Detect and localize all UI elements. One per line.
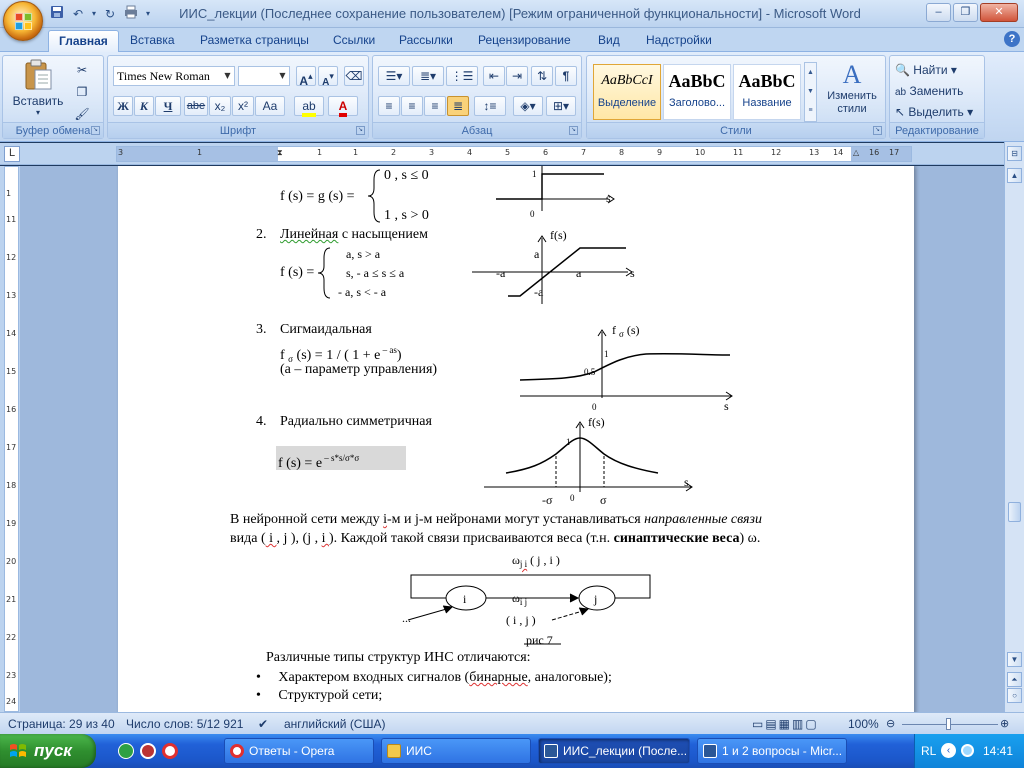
- step-brace: [368, 170, 380, 222]
- g3-s-label: s: [724, 399, 729, 413]
- ruler-tick: 7: [581, 148, 587, 157]
- para1-i: i: [383, 512, 387, 527]
- binoculars-icon: 🔍: [895, 63, 910, 77]
- item-3-number: 3.: [256, 322, 267, 337]
- ruler-tick: 15: [6, 367, 17, 376]
- taskbar-word-active-label: ИИС_лекции (После...: [563, 744, 688, 758]
- bold-button[interactable]: Ж: [113, 96, 133, 116]
- ribbon: [0, 52, 1024, 142]
- ruler-tick: 14: [833, 148, 844, 157]
- tab-addins[interactable]: Надстройки: [646, 33, 712, 47]
- g3-title: [612, 322, 640, 342]
- clear-format-icon[interactable]: ⌫: [344, 66, 364, 86]
- tray-chevron-icon[interactable]: ‹: [941, 743, 956, 758]
- ruler-bar: [0, 143, 1024, 165]
- style-emphasis[interactable]: [593, 64, 661, 120]
- folder-icon: [387, 744, 401, 758]
- ruler-tick: 17: [889, 148, 900, 157]
- ruler-tick: 11: [6, 215, 17, 224]
- para2-c: ). Каждой такой связи присваиваются веса (т.н.: [329, 531, 614, 546]
- align-left-icon[interactable]: ≡: [378, 96, 400, 116]
- ruler-tick: 9: [657, 148, 663, 157]
- ruler-tick: 1: [6, 189, 12, 198]
- quicklaunch-opera-icon[interactable]: [162, 743, 178, 759]
- chevron-down-icon: ▼: [279, 71, 286, 80]
- para2-a: вида (: [230, 531, 266, 546]
- save-icon[interactable]: [48, 5, 66, 23]
- start-button[interactable]: [0, 734, 96, 768]
- ruler-indent-marker-icon[interactable]: ⧗: [277, 148, 283, 157]
- ruler-tick: 1: [353, 148, 359, 157]
- g4-fs-label: f(s): [588, 415, 605, 429]
- font-group-label: Шрифт: [108, 122, 368, 138]
- style-preview: AaBbCcI: [601, 73, 653, 88]
- net-top-weight: [512, 552, 560, 572]
- ruler-tick: 1: [317, 148, 323, 157]
- editing-group: [889, 55, 985, 139]
- ruler-tick: 21: [6, 595, 17, 604]
- style-name: Название: [742, 97, 792, 109]
- document-workspace[interactable]: [20, 166, 1004, 712]
- style-preview: AaBbC: [738, 71, 796, 91]
- item-4-title: Радиально симметричная: [280, 414, 432, 429]
- g3-zero-label: 0: [592, 402, 597, 412]
- window-title: ИИС_лекции (Последнее сохранение пользователем) [Режим ограниченной функциональности] - Microsoft Word: [179, 6, 861, 21]
- g3-title-a: f: [612, 323, 619, 337]
- ruler-tick: 13: [6, 291, 17, 300]
- para2-i1: i: [265, 531, 277, 546]
- grow-font-button[interactable]: A▴: [296, 66, 316, 86]
- ruler-tick: 5: [505, 148, 511, 157]
- previous-page-button[interactable]: ⏶: [1007, 672, 1022, 687]
- item-4-number: 4.: [256, 414, 267, 429]
- g4-one-label: 1: [566, 437, 571, 447]
- font-size-select[interactable]: [238, 66, 290, 86]
- chevron-down-icon: ▼: [224, 71, 231, 80]
- sigmoid-formula-c: ): [396, 348, 402, 363]
- tab-selector-button[interactable]: L: [4, 146, 20, 162]
- word-count[interactable]: Число слов: 5/12 921: [126, 717, 244, 731]
- net-input-i: [408, 608, 450, 620]
- radial-sup: – s*s/σ*σ: [322, 453, 360, 463]
- net-mid-weight: [512, 590, 527, 610]
- windows-flag-icon: [9, 742, 27, 760]
- item-2-title-rest: с насыщением: [338, 227, 428, 242]
- g3-one-label: 1: [604, 349, 609, 359]
- ruler-tick: 14: [6, 329, 17, 338]
- subscript-button[interactable]: x₂: [209, 96, 231, 116]
- item-3-title: Сигмаидальная: [280, 322, 372, 337]
- ruler-tick: 17: [6, 443, 17, 452]
- ruler-tick: 11: [733, 148, 744, 157]
- document-graphics: [118, 166, 914, 712]
- replace-label: Заменить: [909, 84, 964, 98]
- underline-button[interactable]: Ч: [155, 96, 181, 116]
- sigmoid-sup: – as: [380, 345, 397, 355]
- format-painter-icon[interactable]: 🖌: [74, 107, 90, 121]
- change-styles-icon: A: [842, 60, 862, 89]
- bullet-2: • Структурой сети;: [256, 688, 383, 703]
- styles-group-label: Стили: [587, 122, 885, 138]
- font-launcher-icon[interactable]: ↘: [357, 127, 364, 133]
- g1-zero-label: 0: [530, 209, 535, 219]
- customize-qat-icon[interactable]: ▾: [145, 9, 150, 18]
- editing-group-label: Редактирование: [890, 122, 984, 138]
- taskbar-word-2-label: 1 и 2 вопросы - Micr...: [722, 744, 843, 758]
- close-button[interactable]: ✕: [980, 3, 1018, 22]
- office-button[interactable]: [3, 1, 43, 41]
- strikethrough-button[interactable]: abe: [184, 96, 208, 116]
- paragraph-3: Различные типы структур ИНС отличаются:: [266, 650, 531, 665]
- g4-gauss-curve: [506, 438, 658, 473]
- para1-b: -м и j-м нейронами могут устанавливаться: [386, 512, 645, 527]
- zoom-in-icon[interactable]: ⊕: [1000, 718, 1010, 730]
- superscript-button[interactable]: x²: [232, 96, 254, 116]
- change-styles-label: Изменить стили: [827, 90, 877, 115]
- styles-gallery-scroll[interactable]: ▲ ▼ ≡: [804, 62, 817, 122]
- numbering-icon[interactable]: ≣▾: [412, 66, 444, 86]
- para2-d: ) ω.: [739, 531, 761, 546]
- ruler-tick: 16: [869, 148, 880, 157]
- shading-icon[interactable]: ◈▾: [513, 96, 543, 116]
- item-2-title-word: Линейная: [280, 227, 339, 242]
- ruler-tick: 22: [6, 633, 17, 642]
- clipboard-group: [2, 55, 104, 139]
- multilevel-list-icon[interactable]: ⋮☰: [446, 66, 478, 86]
- paragraph-group: [372, 55, 582, 139]
- clipboard-group-label: Буфер обмена: [3, 122, 103, 138]
- select-label: Выделить: [908, 105, 964, 119]
- taskbar-word-2[interactable]: [697, 738, 847, 764]
- step-case-1: 0 , s ≤ 0: [384, 168, 429, 183]
- g4-s-label: s: [684, 475, 689, 489]
- tab-mailings[interactable]: Рассылки: [399, 33, 453, 47]
- linear-brace: [318, 248, 330, 298]
- change-case-button[interactable]: Aa: [255, 96, 285, 116]
- g3-title-b: (s): [623, 323, 640, 337]
- step-formula: f (s) = g (s) =: [280, 189, 355, 204]
- scroll-down-button[interactable]: ▼: [1007, 652, 1022, 667]
- para1-a: В нейронной сети между: [230, 512, 384, 527]
- horizontal-ruler[interactable]: [116, 146, 912, 162]
- quick-access-toolbar: [48, 4, 153, 24]
- font-family-value: Times New Roman: [117, 69, 210, 83]
- tab-home[interactable]: Главная: [48, 30, 119, 52]
- paste-label: Вставить: [12, 94, 64, 108]
- g2-fs-label: f(s): [550, 228, 567, 242]
- replace-icon: ab: [895, 87, 907, 98]
- tab-review[interactable]: Рецензирование: [478, 33, 571, 47]
- item-2-title: [280, 227, 428, 243]
- grow-font-label: A: [299, 74, 309, 88]
- undo-dropdown-icon[interactable]: ▾: [91, 9, 96, 18]
- para2-b: , j ), (j ,: [276, 531, 322, 546]
- taskbar: [0, 734, 1024, 768]
- net-top-pair: ( j , i ): [527, 553, 560, 567]
- align-right-icon[interactable]: ≡: [424, 96, 446, 116]
- styles-group: [586, 55, 886, 139]
- g4-zero-label: 0: [570, 493, 575, 503]
- paragraph-2: [230, 531, 760, 547]
- ribbon-tabs: [0, 28, 1024, 52]
- scroll-up-button[interactable]: ▲: [1007, 168, 1022, 183]
- net-mid-w: ω: [512, 591, 520, 605]
- net-input-j-arrow: [579, 608, 588, 615]
- taskbar-opera-label: Ответы - Opera: [249, 744, 335, 758]
- quicklaunch-media-icon[interactable]: [140, 743, 156, 759]
- taskbar-folder[interactable]: [381, 738, 531, 764]
- system-tray: [914, 734, 1024, 768]
- font-color-button[interactable]: [328, 96, 358, 116]
- g3-half-label: 0.5: [584, 367, 596, 377]
- sigmoid-formula-b: (s) = 1 / ( 1 + e: [293, 348, 381, 363]
- taskbar-word-active[interactable]: [538, 738, 690, 764]
- view-buttons[interactable]: ▭▤▦▥▢: [752, 717, 819, 731]
- page-counter[interactable]: Страница: 29 из 40: [8, 717, 115, 731]
- ruler-tick: 8: [619, 148, 625, 157]
- tab-references[interactable]: Ссылки: [333, 33, 376, 47]
- shrink-font-button[interactable]: A▾: [318, 66, 338, 86]
- net-link-arrow: [570, 594, 578, 602]
- find-label: Найти: [913, 63, 948, 77]
- font-color-icon: A: [339, 99, 348, 117]
- ruler-tick: 10: [695, 148, 706, 157]
- ruler-tick: 13: [809, 148, 820, 157]
- word-icon: [703, 744, 717, 758]
- sigmoid-sub: σ: [288, 354, 294, 364]
- quicklaunch-utorrent-icon[interactable]: [118, 743, 134, 759]
- ruler-tick: 24: [6, 697, 17, 706]
- clipboard-icon: [23, 59, 53, 91]
- zoom-out-icon[interactable]: ⊖: [886, 718, 896, 730]
- net-node-j: j: [594, 592, 598, 606]
- ruler-margin-right: [851, 147, 911, 161]
- style-name: Заголово...: [668, 97, 726, 109]
- bullet-1: • Характером входных сигналов (бинарные, аналоговые);: [256, 670, 612, 685]
- bullet1-a: Характером входных сигналов (: [278, 670, 470, 685]
- change-styles-button[interactable]: [821, 60, 883, 122]
- sigmoid-formula-a: f: [280, 348, 289, 363]
- font-family-select[interactable]: [113, 66, 235, 86]
- justify-icon[interactable]: ≣: [447, 96, 469, 116]
- tray-network-icon[interactable]: [961, 744, 974, 757]
- g2-neg-a-bottom-label: -a: [534, 285, 544, 299]
- italic-button[interactable]: К: [134, 96, 154, 116]
- vertical-ruler[interactable]: [4, 166, 19, 712]
- radial-formula-a: f (s) = e: [278, 456, 323, 471]
- start-label: пуск: [34, 741, 72, 760]
- ruler-toggle-icon[interactable]: ⊟: [1007, 146, 1022, 161]
- net-pair-label: ( i , j ): [506, 613, 536, 627]
- g1-s-label: s: [606, 191, 611, 205]
- paste-button[interactable]: [11, 59, 65, 117]
- ruler-tick: 6: [543, 148, 549, 157]
- ruler-tick: 23: [6, 671, 17, 680]
- style-preview: AaBbC: [668, 71, 726, 91]
- bullet1-c: , аналоговые);: [527, 670, 612, 685]
- show-marks-button[interactable]: ¶: [555, 66, 577, 86]
- sigmoid-note: (а – параметр управления): [280, 362, 438, 377]
- net-dots: ...: [402, 611, 411, 625]
- language-indicator[interactable]: английский (США): [284, 717, 386, 731]
- cursor-icon: ↖: [895, 105, 906, 119]
- para2-strong: синаптические веса: [613, 531, 740, 546]
- item-2-number: 2.: [256, 227, 267, 242]
- vertical-scrollbar[interactable]: [1004, 142, 1024, 712]
- ruler-tick: 12: [771, 148, 782, 157]
- style-name: Выделение: [597, 97, 657, 109]
- linear-case-3: - a, s < - a: [338, 285, 387, 299]
- g3-sigmoid-curve: [520, 354, 730, 380]
- net-mid-sub: i j: [519, 597, 528, 607]
- ruler-tick: 18: [6, 481, 17, 490]
- g2-neg-a-label: -a: [496, 266, 506, 280]
- language-indicator-tray[interactable]: RL: [921, 744, 937, 758]
- restore-button[interactable]: ❐: [953, 3, 978, 22]
- para1-em: направленные связи: [644, 512, 763, 527]
- decrease-indent-icon[interactable]: ⇤: [483, 66, 505, 86]
- bullets-icon[interactable]: ☰▾: [378, 66, 410, 86]
- sort-icon[interactable]: ⇅: [531, 66, 553, 86]
- align-center-icon[interactable]: ≡: [401, 96, 423, 116]
- paste-dropdown-icon[interactable]: ▾: [35, 108, 40, 117]
- g1-step-line: [496, 174, 604, 199]
- replace-button[interactable]: [894, 81, 982, 101]
- ruler-tick: 12: [6, 253, 17, 262]
- help-icon[interactable]: ?: [1004, 31, 1020, 47]
- zoom-slider[interactable]: [886, 717, 1016, 731]
- minimize-button[interactable]: –: [926, 3, 951, 22]
- opera-icon: [230, 744, 244, 758]
- net-top-w: ω: [512, 553, 520, 567]
- clipboard-launcher-icon[interactable]: ↘: [92, 127, 99, 133]
- paragraph-launcher-icon[interactable]: ↘: [570, 127, 577, 133]
- document-page[interactable]: [118, 166, 914, 712]
- undo-icon[interactable]: ↶: [72, 7, 84, 21]
- ruler-right-indent-icon[interactable]: △: [853, 148, 860, 157]
- bullet1-b: бинарные: [469, 670, 528, 685]
- proofing-icon[interactable]: ✔: [258, 717, 269, 731]
- zoom-level[interactable]: 100%: [848, 717, 879, 731]
- step-case-2: 1 , s > 0: [384, 208, 429, 223]
- g2-s-label: s: [630, 266, 635, 280]
- net-top-sub: j i: [519, 559, 528, 569]
- redo-icon[interactable]: ↻: [104, 7, 116, 21]
- scroll-thumb[interactable]: [1008, 502, 1021, 522]
- browse-object-button[interactable]: ○: [1007, 688, 1022, 703]
- select-button[interactable]: ↖ Выделить ▾: [895, 105, 974, 119]
- net-node-i: i: [463, 592, 467, 606]
- shrink-font-label: A: [322, 77, 330, 88]
- ruler-tick: 4: [467, 148, 473, 157]
- cut-icon[interactable]: ✂: [76, 63, 88, 77]
- zoom-thumb[interactable]: [946, 718, 951, 730]
- ruler-tick: 16: [6, 405, 17, 414]
- linear-case-1: a, s > a: [346, 247, 381, 261]
- g4-sigma-label: σ: [600, 493, 607, 507]
- bullet2-text: Структурой сети;: [278, 688, 383, 703]
- status-bar: [0, 712, 1024, 734]
- para2-i2: i: [321, 531, 329, 546]
- ruler-tick: 3: [429, 148, 435, 157]
- ruler-tick: 1: [197, 148, 203, 157]
- radial-formula[interactable]: [276, 446, 406, 470]
- highlighter-icon: ab: [302, 99, 315, 117]
- ruler-tick: 20: [6, 557, 17, 566]
- window-controls: [926, 3, 1018, 22]
- styles-launcher-icon[interactable]: ↘: [874, 127, 881, 133]
- word-icon: [544, 744, 558, 758]
- linear-formula: f (s) =: [280, 265, 315, 280]
- taskbar-folder-label: ИИС: [406, 744, 432, 758]
- highlight-color-button[interactable]: [294, 96, 324, 116]
- figure-caption: рис 7: [526, 633, 553, 647]
- font-group: [107, 55, 369, 139]
- style-title[interactable]: [733, 64, 801, 120]
- ruler-tick: 3: [118, 148, 124, 157]
- borders-icon[interactable]: ⊞▾: [546, 96, 576, 116]
- find-button[interactable]: 🔍 Найти ▾: [895, 63, 957, 77]
- paragraph-group-label: Абзац: [373, 122, 581, 138]
- ruler-tick: 2: [391, 148, 397, 157]
- ruler-tick: 19: [6, 519, 17, 528]
- tab-page-layout[interactable]: Разметка страницы: [200, 33, 309, 47]
- increase-indent-icon[interactable]: ⇥: [506, 66, 528, 86]
- style-heading[interactable]: [663, 64, 731, 120]
- linear-case-2: s, - a ≤ s ≤ a: [346, 266, 405, 280]
- copy-icon[interactable]: ❐: [76, 85, 88, 99]
- g3-title-sub: σ: [619, 329, 624, 339]
- line-spacing-icon[interactable]: ↕≡: [474, 96, 506, 116]
- tab-view[interactable]: Вид: [598, 33, 620, 47]
- g2-a-top-label: a: [534, 247, 540, 261]
- g1-y-label: 1: [532, 169, 537, 179]
- paragraph-1: [230, 512, 762, 528]
- g2-a-label: a: [576, 266, 582, 280]
- print-icon[interactable]: [122, 5, 140, 23]
- g4-neg-sigma-label: -σ: [542, 493, 553, 507]
- title-bar: [0, 0, 1024, 28]
- clock: 14:41: [983, 744, 1014, 758]
- taskbar-opera[interactable]: [224, 738, 374, 764]
- tab-insert[interactable]: Вставка: [130, 33, 175, 47]
